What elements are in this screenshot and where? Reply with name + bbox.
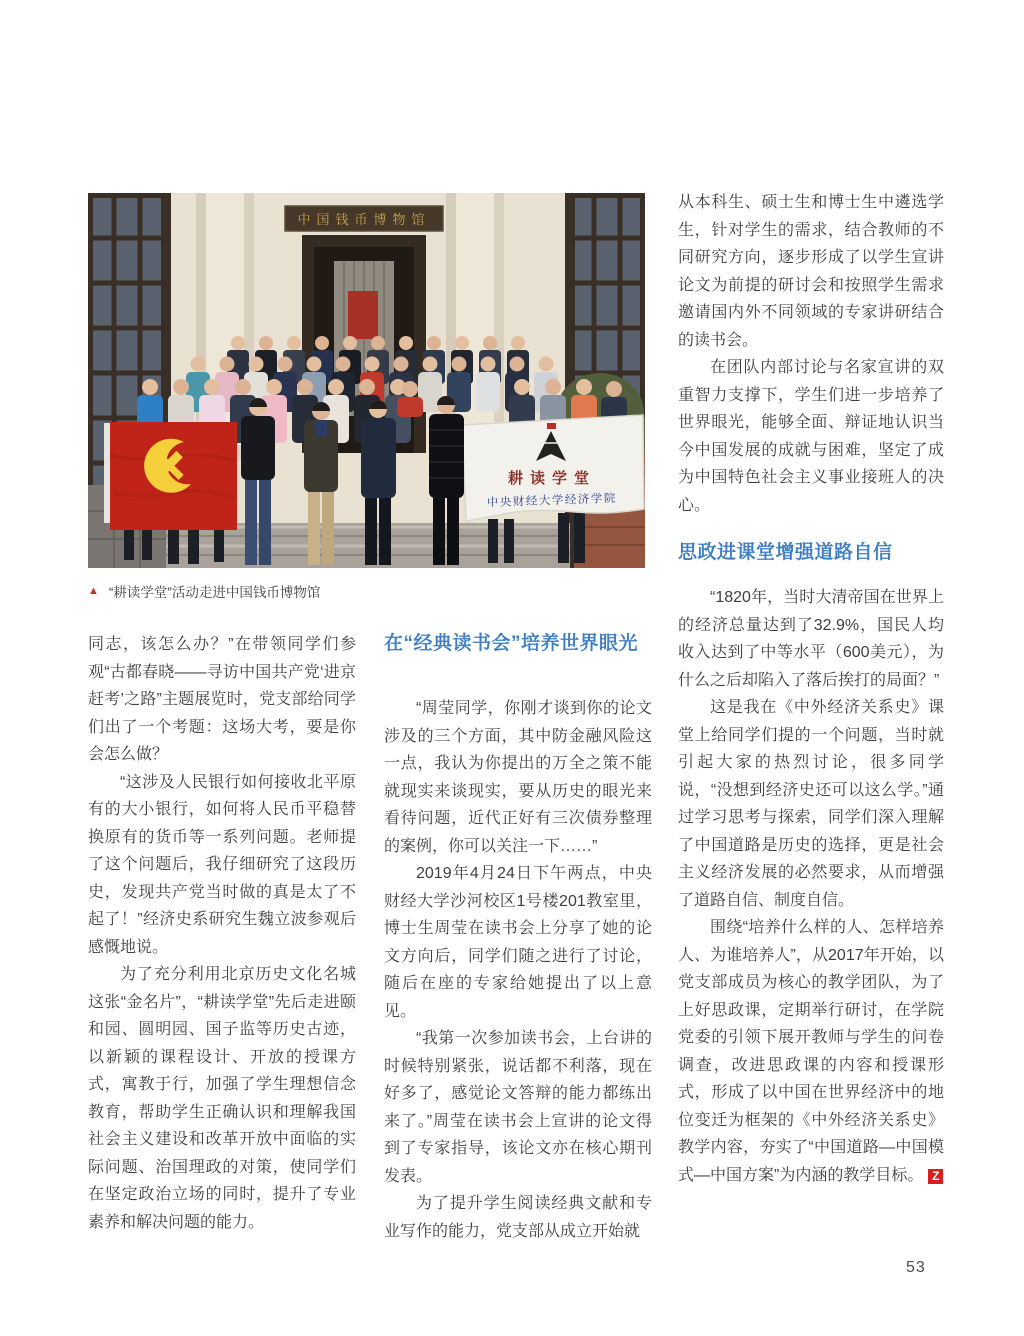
section-heading-sizheng: 思政进课堂增强道路自信 xyxy=(678,542,893,563)
paragraph xyxy=(678,914,944,1189)
paragraph-text: 围绕“培养什么样的人、怎样培养人、为谁培养人”，从2017年开始，以党支部成员为核心的教学团队，为了上好思政课，定期举行研讨，在学院党委的引领下展开教师与学生的问卷调查，改进思政课的内容和授课形式，形成了以中国在世界经济中的地位变迁为框架的《中外经济关系史》教学内容，夯实了“中国道路—中国模式—中国方案”为内涵的教学目标。 xyxy=(678,919,944,1184)
party-flag-icon xyxy=(104,422,237,530)
paragraph: 从本科生、硕士生和博士生中遴选学生，针对学生的需求，结合教师的不同研究方向，逐步形成了以学生宣讲论文为前提的研讨会和按照学生需求邀请国内外不同领域的专家讲研结合的读书会。 xyxy=(678,194,944,349)
caption-triangle-icon: ▲ xyxy=(88,584,99,597)
museum-sign-text: 中国钱币博物馆 xyxy=(297,212,431,227)
banner-title-text: 耕读学堂 xyxy=(507,470,597,487)
paragraph: 2019年4月24日下午两点，中央财经大学沙河校区1号楼201教室里，博士生周莹在读书会上分享了她的论文方向后，同学们随之进行了讨论，随后在座的专家给她提出了以上意见。 xyxy=(384,865,652,1020)
magazine-end-mark-icon: Z xyxy=(928,1169,943,1184)
paragraph: 为了充分利用北京历史文化名城这张“金名片”，“耕读学堂”先后走进颐和园、圆明园、国子监等历史古迹，以新颖的课程设计、开放的授课方式，寓教于行，加强了学生理想信念教育，帮助学生正确认识和理解我国社会主义建设和改革开放中面临的实际问题、治国理政的对策，使同学们在坚定政治立场的同时，提升了专业素养和解决问题的能力。 xyxy=(88,966,356,1231)
section-heading-reading-club: 在“经典读书会”培养世界眼光 xyxy=(384,633,639,654)
paragraph: “我第一次参加读书会，上台讲的时候特别紧张，说话都不利落，现在好多了，感觉论文答辩的能力都练出来了。”周莹在读书会上宣讲的论文得到了专家指导，该论文亦在核心期刊发表。 xyxy=(384,1030,652,1185)
paragraph: 在团队内部讨论与名家宣讲的双重智力支撑下，学生们进一步培养了世界眼光，能够全面、辩证地认识当今中国发展的成就与困难，坚定了成为中国特色社会主义事业接班人的决心。 xyxy=(678,359,944,514)
paragraph: “周莹同学，你刚才谈到你的论文涉及的三个方面，其中防金融风险这一点，我认为你提出的万全之策不能就现实来谈现实，要从历史的眼光来看待问题，近代正好有三次债券整理的案例，你可以关注一下……” xyxy=(384,700,652,855)
column-left xyxy=(88,631,356,1236)
column-right xyxy=(678,189,944,1189)
page-number: 53 xyxy=(906,1259,926,1276)
paragraph: “这涉及人民银行如何接收北平原有的大小银行，如何将人民币平稳替换原有的货币等一系列问题。老师提了这个问题后，我仔细研究了这段历史，发现共产党当时做的真是太了不起了！”经济史系研究生魏立波参观后感慨地说。 xyxy=(88,773,356,956)
paragraph: “1820年，当时大清帝国在世界上的经济总量达到了32.9%，国民人均收入达到了中等水平（600美元），为什么之后却陷入了落后挨打的局面？” xyxy=(678,589,944,689)
photo-caption xyxy=(88,581,645,601)
gengdu-banner xyxy=(462,415,644,521)
banner-subtitle-text: 中央财经大学经济学院 xyxy=(486,492,618,510)
group-photo-illustration xyxy=(88,193,645,568)
paragraph: 为了提升学生阅读经典文献和专业写作的能力，党支部从成立开始就 xyxy=(384,1195,652,1240)
paragraph: 这是我在《中外经济关系史》课堂上给同学们提的一个问题，当时就引起大家的热烈讨论，很多同学说，“没想到经济史还可以这么学。”通过学习思考与探索，同学们深入理解了中国道路是历史的选择，更是社会主义经济发展的必然要求，从而增强了道路自信、制度自信。 xyxy=(678,699,944,909)
museum-sign xyxy=(285,206,443,231)
caption-text: “耕读学堂”活动走进中国钱币博物馆 xyxy=(108,585,321,600)
photo-figure xyxy=(88,193,645,601)
column-middle xyxy=(384,631,652,1245)
paragraph: 同志，该怎么办？”在带领同学们参观“古都春晓——寻访中国共产党‘进京赶考’之路”主题展览时，党支部给同学们出了一个考题：这场大考，要是你会怎么做？ xyxy=(88,636,356,763)
